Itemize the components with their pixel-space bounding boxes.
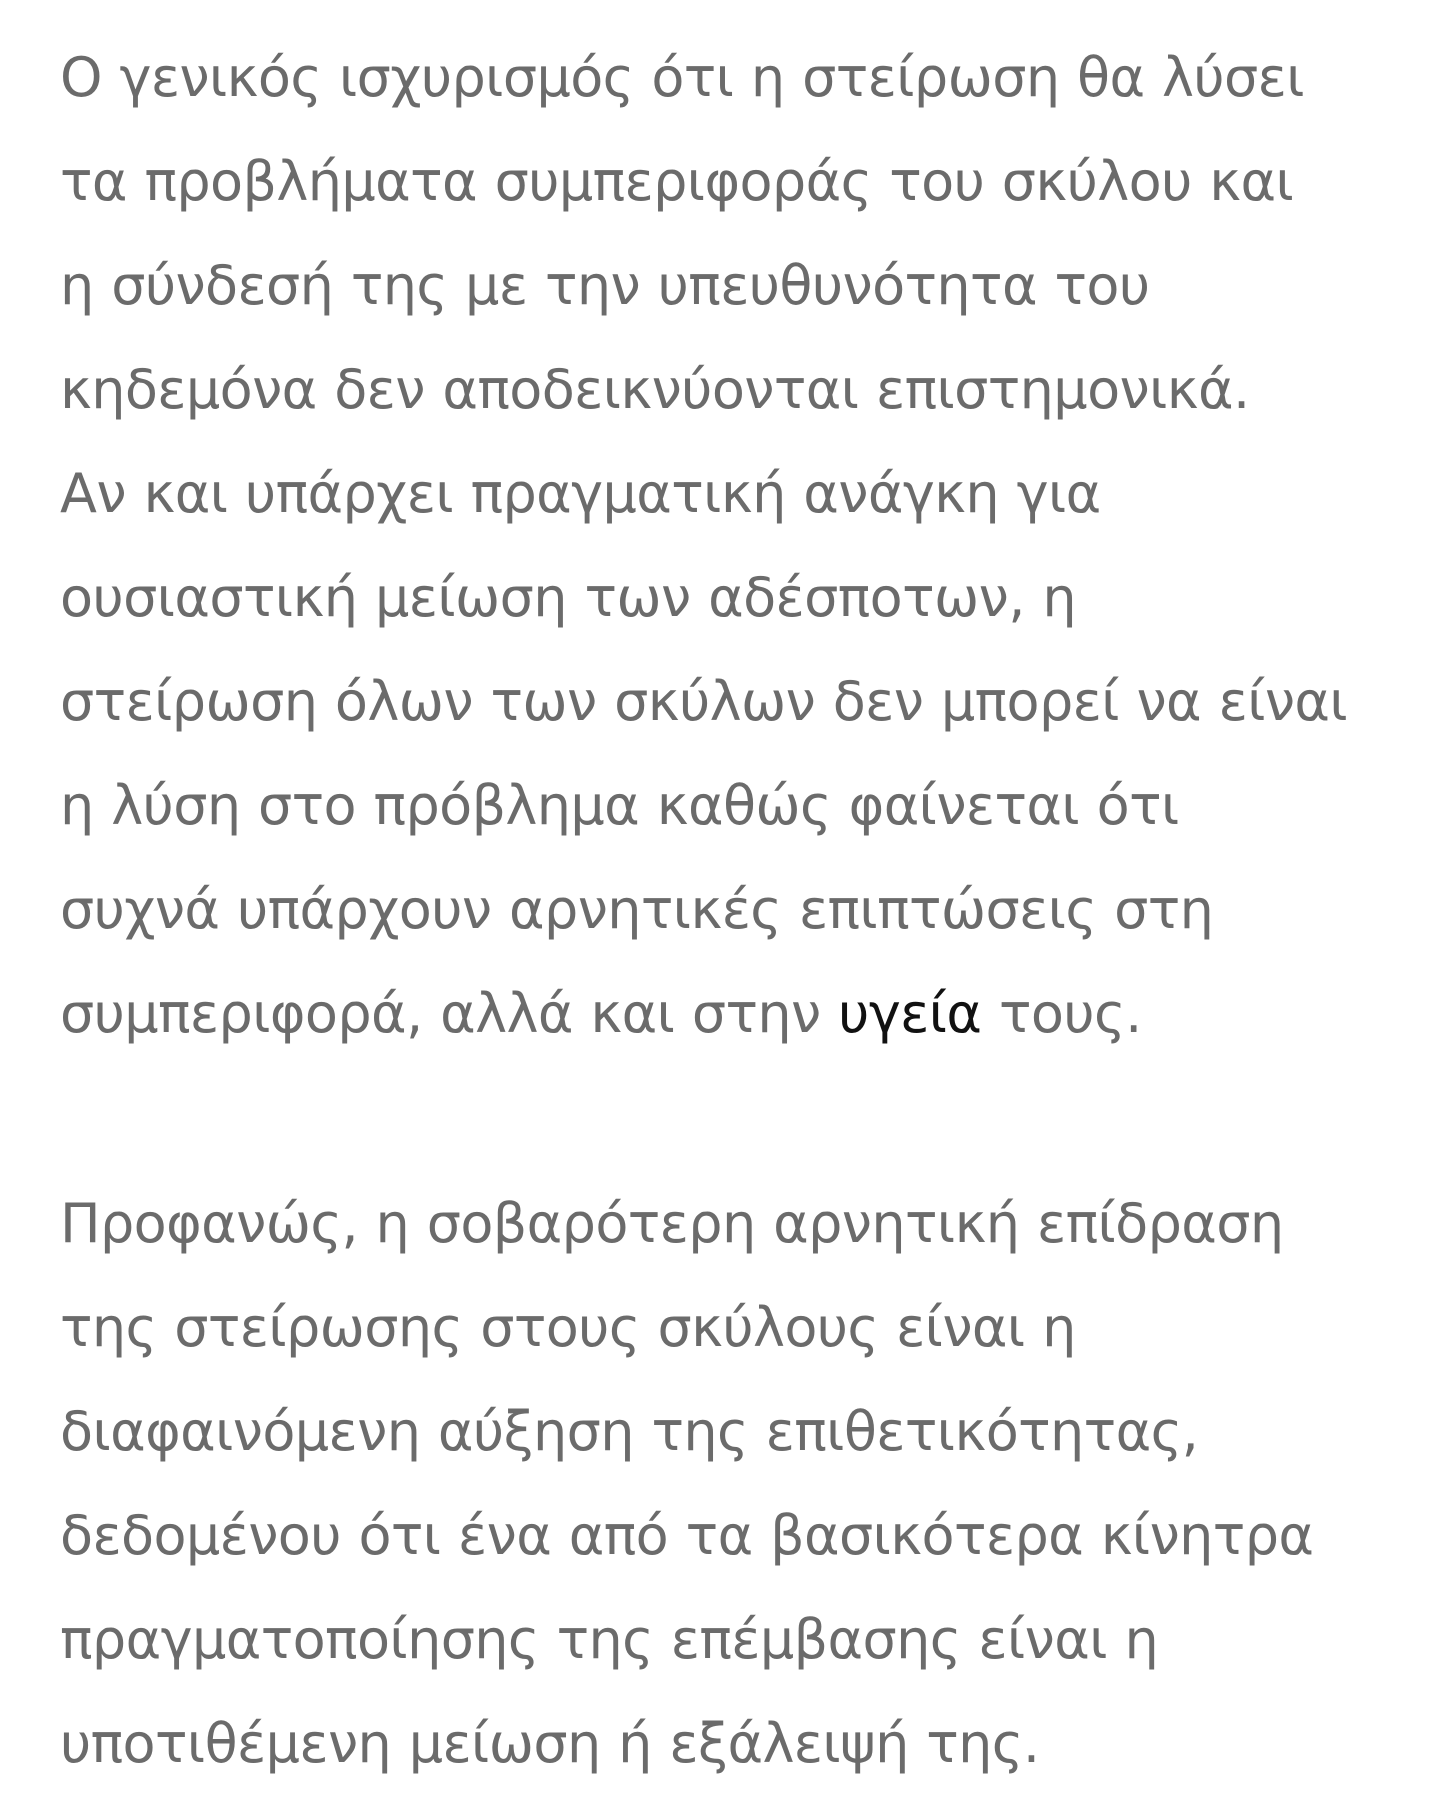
paragraph-line: συχνά υπάρχουν αρνητικές επιπτώσεις στη xyxy=(60,878,1214,941)
paragraph-line: η σύνδεσή της με την υπευθυνότητα του xyxy=(60,254,1150,317)
paragraph-line: της στείρωσης στους σκύλους είναι η xyxy=(60,1296,1076,1359)
paragraph-line: η λύση στο πρόβλημα καθώς φαίνεται ότι xyxy=(60,774,1179,837)
paragraph-line-with-link xyxy=(60,962,1400,1066)
health-link[interactable]: υγεία xyxy=(838,982,982,1045)
paragraph-line: Προφανώς, η σοβαρότερη αρνητική επίδραση xyxy=(60,1192,1284,1255)
paragraph-line: πραγματοποίησης της επέμβασης είναι η xyxy=(60,1608,1159,1671)
line-text-before-link: συμπεριφορά, αλλά και στην xyxy=(60,982,839,1045)
paragraph-line: υποτιθέμενη μείωση ή εξάλειψή της. xyxy=(60,1712,1040,1775)
line-text-after-link: τους. xyxy=(981,982,1142,1045)
paragraph-aggression-effect xyxy=(60,1172,1400,1796)
paragraph-line: ουσιαστική μείωση των αδέσποτων, η xyxy=(60,566,1076,629)
paragraph-line: δεδομένου ότι ένα από τα βασικότερα κίνητρα xyxy=(60,1504,1314,1567)
paragraph-line: Αν και υπάρχει πραγματική ανάγκη για xyxy=(60,462,1101,525)
article-body xyxy=(60,26,1400,1796)
paragraph-line: κηδεμόνα δεν αποδεικνύονται επιστημονικά. xyxy=(60,358,1250,421)
paragraph-line: διαφαινόμενη αύξηση της επιθετικότητας, xyxy=(60,1400,1199,1463)
paragraph-line: στείρωση όλων των σκύλων δεν μπορεί να είναι xyxy=(60,670,1348,733)
paragraph-sterilization-claims xyxy=(60,26,1400,1066)
paragraph-line: Ο γενικός ισχυρισμός ότι η στείρωση θα λύσει xyxy=(60,46,1304,109)
paragraph-line: τα προβλήματα συμπεριφοράς του σκύλου και xyxy=(60,150,1294,213)
